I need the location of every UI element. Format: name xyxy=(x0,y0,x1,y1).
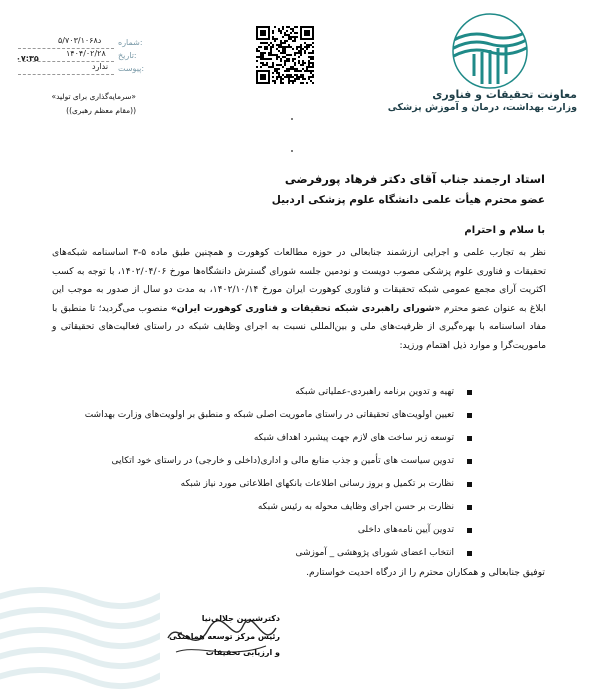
duties-list xyxy=(40,384,480,568)
bullet-icon xyxy=(467,390,472,395)
greeting: با سلام و احترام xyxy=(464,225,545,236)
org-logo-emblem xyxy=(440,12,540,90)
qr-code xyxy=(256,26,314,84)
number-label: شماره: xyxy=(118,38,143,47)
number-value: ۵/۷۰۳/۱۰۶۸د xyxy=(58,36,102,45)
watermark-graphic xyxy=(0,560,160,695)
attachment-line xyxy=(18,74,114,75)
org-name-line-2: وزارت بهداشت، درمان و آموزش پزشکی xyxy=(387,102,577,113)
signatory-title-1: رئیس مرکز توسعه هماهنگی xyxy=(169,632,280,641)
time-value: ۰۷:۳۵ xyxy=(16,54,39,63)
qr-code-graphic xyxy=(256,26,314,84)
bullet-icon xyxy=(467,505,472,510)
body-text-council: «شورای راهبردی شبکه تحقیقات و فناوری کوهورت ایران» xyxy=(170,302,441,314)
slogan-line-2: ((مقام معظم رهبری)) xyxy=(66,106,136,115)
duty-text: تدوین آیین نامه‌های داخلی xyxy=(357,525,454,535)
attachment-label: پیوست: xyxy=(118,64,145,73)
duty-text: نظارت بر تکمیل و بروز رسانی اطلاعات بانکهای اطلاعاتی مورد نیاز شبکه xyxy=(180,479,454,489)
list-item xyxy=(40,407,480,424)
list-item xyxy=(40,499,480,516)
bullet-icon xyxy=(467,436,472,441)
list-item xyxy=(40,522,480,539)
duty-text: تهیه و تدوین برنامه راهبردی-عملیاتی شبکه xyxy=(295,387,454,397)
page-dot xyxy=(291,150,293,152)
body-text-1: نظر به تجارب علمی و اجرایی ارزشمند جنابعالی در حوزه مطالعات کوهورت و همچنین طبق ماده ۵-۳ اساسنامه شبکه‌های تحقیقات و فناوری علوم پزشکی مصوب دویست و نودمین جلسه شورای گسترش دانشگاه‌ها مورخ ۱۴۰۲/۰۴/۰۶، با توجه به کسب اکثریت آرای مجمع عمومی شبکه تحقیقات و فناوری کوهورت ایران مورخ ۱۴۰۲/۱۰/۱۴، به مدت دو سال از صدور به موجب این ابلاغ به عنوان عضو محترم xyxy=(52,247,546,314)
body-text-2: منصوب می‌گردید؛ تا منطبق با مفاد اساسنامه با بهره‌گیری از ظرفیت‌های ملی و بین‌المللی نسبت به اجرای وظایف شبکه در راستای فعالیت‌های تحقیقاتی و ماموریت‌گرا و موارد ذیل اهتمام ورزید: xyxy=(52,302,546,351)
bullet-icon xyxy=(467,551,472,556)
list-item xyxy=(40,476,480,493)
attachment-value: ندارد xyxy=(92,62,109,71)
list-item xyxy=(40,384,480,401)
letter-body xyxy=(52,244,546,355)
bullet-icon xyxy=(467,413,472,418)
duty-text: نظارت بر حسن اجرای وظایف محوله به رئیس شبکه xyxy=(257,502,454,512)
duty-text: انتخاب اعضای شورای پژوهشی _ آموزشی xyxy=(295,548,454,558)
bullet-icon xyxy=(467,528,472,533)
org-logo xyxy=(440,12,540,90)
list-item xyxy=(40,430,480,447)
slogan-line-1: «سرمایه‌گذاری برای تولید» xyxy=(51,92,136,101)
addressee-position: عضو محترم هیأت علمی دانشگاه علوم پزشکی اردبیل xyxy=(271,194,545,206)
signatory-name: دکترشیرین جلالی‌نیا xyxy=(201,614,280,623)
signatory-title-2: و ارزیابی تحقیقات xyxy=(205,648,280,657)
org-name-line-1: معاونت تحقیقات و فناوری xyxy=(432,88,577,101)
duty-text: توسعه زیر ساخت های لازم جهت پیشبرد اهداف شبکه xyxy=(253,433,454,443)
bullet-icon xyxy=(467,482,472,487)
addressee-name: استاد ارجمند جناب آقای دکتر فرهاد پورفرضی xyxy=(284,172,545,186)
date-value: ۱۴۰۴/۰۲/۲۸ xyxy=(66,49,106,58)
duty-text: تدوین سیاست های تأمین و جذب منابع مالی و اداری(داخلی و خارجی) در راستای خود اتکایی xyxy=(111,456,454,466)
meta-attachment-row xyxy=(0,64,150,77)
page-dot xyxy=(291,118,293,120)
bullet-icon xyxy=(467,459,472,464)
closing-text: توفیق جنابعالی و همکاران محترم را از درگاه احدیت خواستارم. xyxy=(306,567,545,578)
date-label: تاریخ: xyxy=(118,51,137,60)
meta-date-row xyxy=(0,51,150,64)
duty-text: تعیین اولویت‌های تحقیقاتی در راستای ماموریت اصلی شبکه و منطبق بر اولویت‌های وزارت بهداشت xyxy=(84,410,454,420)
letter-meta xyxy=(0,30,160,90)
list-item xyxy=(40,453,480,470)
watermark-waves xyxy=(0,560,160,695)
